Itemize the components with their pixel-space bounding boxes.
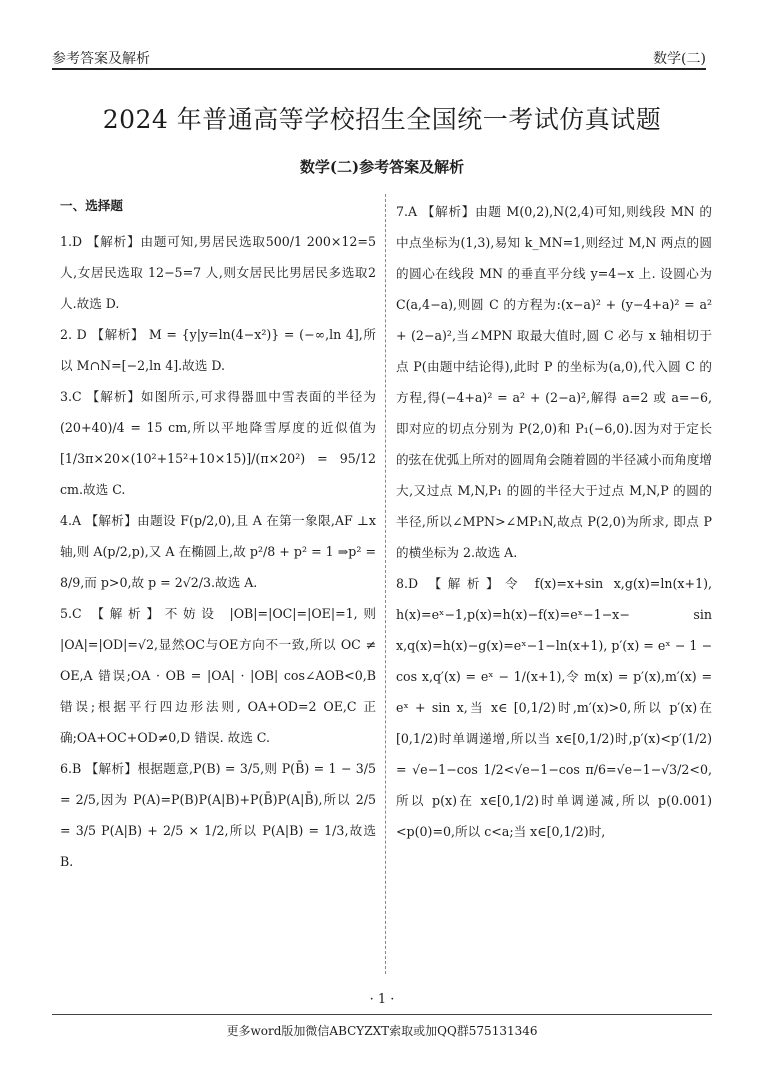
footer-note: 更多word版加微信ABCYZXT索取或加QQ群575131346	[226, 1024, 538, 1038]
answer-item-3: 3.C 【解析】如图所示,可求得器皿中雪表面的半径为 (20+40)/4 = 15 cm,所以平地降雪厚度的近似值为 [1/3π×20×(10²+15²+10×15)]/(π×20²) = 95/12 cm.故选 C.	[60, 389, 376, 497]
answer-item-4: 4.A 【解析】由题设 F(p/2,0),且 A 在第一象限,AF ⊥x 轴,则 A(p/2,p),又 A 在椭圆上,故 p²/8 + p² = 1 ⇒p² = 8/9,而 p>0,故 p = 2√2/3.故选 A.	[60, 513, 376, 590]
footer-divider	[52, 1014, 712, 1015]
answer-item-7: 7.A 【解析】由题 M(0,2),N(2,4)可知,则线段 MN 的中点坐标为(1,3),易知 k_MN=1,则经过 M,N 两点的圆的圆心在线段 MN 的垂直平分线 y=4−x 上. 设圆心为 C(a,4−a),则圆 C 的方程为:(x−a)² + (y−4+a)² = a² + (2−a)²,当∠MPN 取最大值时,圆 C 必与 x 轴相切于点 P(由题中结论得),此时 P 的坐标为(a,0),代入圆 C 的方程,得(−4+a)² = a² + (2−a)²,解得 a=2 或 a=−6,即对应的切点分别为 P(2,0)和 P₁(−6,0).因为对于定长的弦在优弧上所对的圆周角会随着圆的半径减小而角度增大,又过点 M,N,P₁ 的圆的半径大于过点 M,N,P 的圆的半径,所以∠MPN>∠MP₁N,故点 P(2,0)为所求, 即点 P 的横坐标为 2.故选 A.	[396, 204, 712, 560]
answer-item-6: 6.B 【解析】根据题意,P(B) = 3/5,则 P(B̄) = 1 − 3/5 = 2/5,因为 P(A)=P(B)P(A|B)+P(B̄)P(A|B̄),所以 2/5 = 3/5 P(A|B) + 2/5 × 1/2,所以 P(A|B) = 1/3,故选 B.	[60, 761, 376, 869]
answer-item-5: 5.C 【解析】不妨设 |OB|=|OC|=|OE|=1,则 |OA|=|OD|=√2,显然OC与OE方向不一致,所以 OC ≠ OE,A 错误;OA · OB = |OA| · |OB| cos∠AOB<0,B 错误;根据平行四边形法则, OA+OD=2 OE,C 正确;OA+OC+OD≠0,D 错误. 故选 C.	[60, 606, 376, 745]
header-right-label: 数学(二)	[653, 51, 706, 67]
document-subtitle: 数学(二)参考答案及解析	[299, 158, 465, 176]
page-number: · 1 ·	[369, 992, 395, 1007]
header-left-label: 参考答案及解析	[52, 51, 150, 67]
answer-item-8: 8.D 【解析】令 f(x)=x+sin x,g(x)=ln(x+1), h(x)=eˣ−1,p(x)=h(x)−f(x)=eˣ−1−x− sin x,q(x)=h(x)−g(x)=eˣ−1−ln(x+1), p′(x) = eˣ − 1 − cos x,q′(x) = eˣ − 1/(x+1),令 m(x) = p′(x),m′(x) = eˣ + sin x,当 x∈ [0,1/2)时,m′(x)>0,所以 p′(x)在[0,1/2)时单调递增,所以当 x∈[0,1/2)时,p′(x)<p′(1/2) = √e−1−cos 1/2<√e−1−cos π/6=√e−1−√3/2<0,所以 p(x)在 x∈[0,1/2)时单调递减,所以 p(0.001)<p(0)=0,所以 c<a;当 x∈[0,1/2)时,	[396, 576, 712, 839]
document-title: 2024 年普通高等学校招生全国统一考试仿真试题	[102, 105, 662, 134]
page-header	[52, 44, 706, 70]
column-divider	[385, 194, 386, 974]
section-heading: 一、选择题	[60, 198, 123, 213]
answer-item-1: 1.D 【解析】由题可知,男居民选取500/1 200×12=5 人,女居民选取 12−5=7 人,则女居民比男居民多选取2 人.故选 D.	[60, 234, 376, 311]
right-column	[396, 196, 712, 847]
left-column	[60, 196, 376, 877]
answer-item-2: 2. D 【解析】 M = {y|y=ln(4−x²)} = (−∞,ln 4],所以 M∩N=[−2,ln 4].故选 D.	[60, 327, 376, 373]
